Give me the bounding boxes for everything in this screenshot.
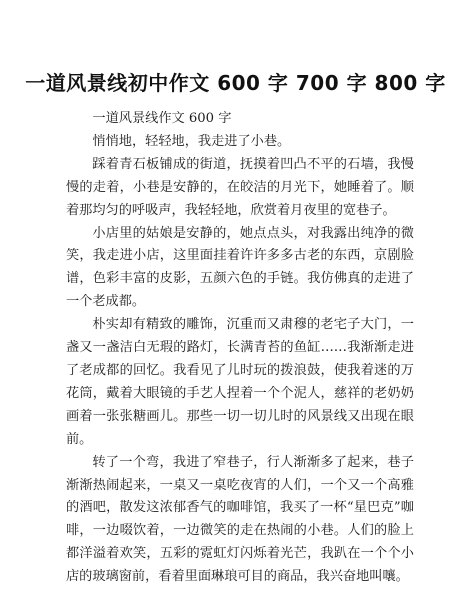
document-title: 一道风景线初中作文 600 字 700 字 800 字	[25, 71, 446, 95]
paragraph: 悄悄地，轻轻地，我走进了小巷。	[92, 133, 291, 149]
subheading: 一道风景线作文 600 字	[92, 111, 232, 126]
document-body	[66, 108, 414, 589]
paragraph: 朴实却有精致的雕饰，沉重而又肃穆的老宅子大门，一盏又一盏洁白无瑕的路灯，长满青苔的鱼缸……我渐渐走进了老成都的回忆。我看见了儿时玩的拨浪鼓，使我着迷的万花筒，戴着大眼镜的手艺人捏着一个个泥人，慈祥的老奶奶画着一张张糖画儿。那些一切一切儿时的风景线又出现在眼前。	[66, 317, 414, 447]
paragraph: 小店里的姑娘是安静的，她点点头，对我露出纯净的微笑，我走进小店，这里面挂着许许多多古老的东西，京剧脸谱，色彩丰富的皮影，五颜六色的手链。我仿佛真的走进了一个老成都。	[66, 225, 414, 310]
paragraph: 转了一个弯，我进了窄巷子，行人渐渐多了起来，巷子渐渐热闹起来，一桌又一桌吃夜宵的人们，一个又一个高雅的酒吧，散发这浓郁香气的咖啡馆，我买了一杯“星巴克”咖啡，一边啜饮着，一边微笑的走在热闹的小巷。人们的脸上都洋溢着欢笑，五彩的霓虹灯闪烁着光芒，我趴在一个个小店的玻璃窗前，看着里面琳琅可目的商品，我兴奋地叫嚷。	[66, 454, 414, 585]
paragraph: 踩着青石板铺成的街道，抚摸着凹凸不平的石墙，我慢慢的走着，小巷是安静的，在皎洁的月光下，她睡着了。顺着那均匀的呼吸声，我轻轻地，欣赏着月夜里的宽巷子。	[66, 156, 414, 218]
